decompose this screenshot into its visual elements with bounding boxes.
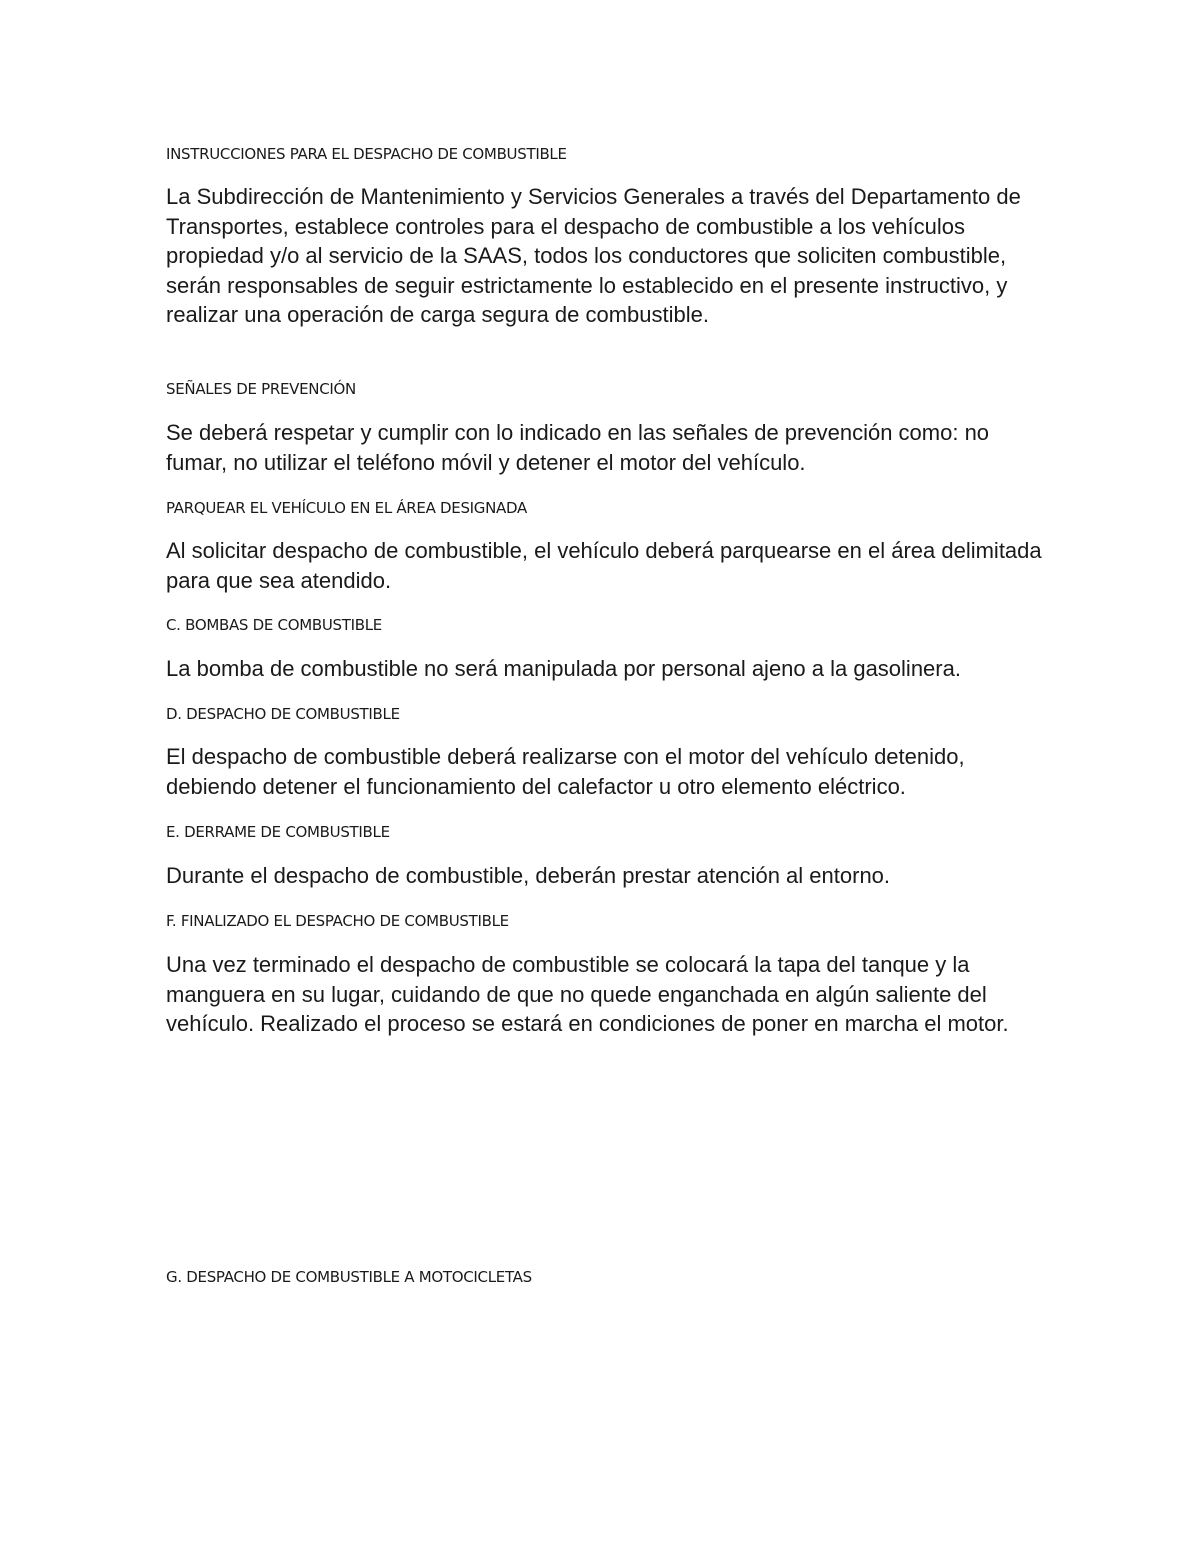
section-heading-senales: SEÑALES DE PREVENCIÓN	[166, 380, 356, 398]
section-body-despacho: El despacho de combustible deberá realizarse con el motor del vehículo detenido, debiendo detener el funcionamiento del calefactor u otro elemento eléctrico.	[166, 744, 965, 799]
document-page	[166, 0, 1046, 1553]
section-heading-bombas: C. BOMBAS DE COMBUSTIBLE	[166, 616, 382, 634]
section-heading-motocicletas: G. DESPACHO DE COMBUSTIBLE A MOTOCICLETAS	[166, 1268, 532, 1286]
section-body-senales: Se deberá respetar y cumplir con lo indicado en las señales de prevención como: no fumar, no utilizar el teléfono móvil y detener el motor del vehículo.	[166, 420, 990, 475]
section-heading-despacho: D. DESPACHO DE COMBUSTIBLE	[166, 705, 400, 723]
section-body-bombas: La bomba de combustible no será manipulada por personal ajeno a la gasolinera.	[166, 656, 961, 681]
document-title: INSTRUCCIONES PARA EL DESPACHO DE COMBUSTIBLE	[166, 145, 567, 163]
section-body-parquear: Al solicitar despacho de combustible, el vehículo deberá parquearse en el área delimitada para que sea atendido.	[166, 538, 1042, 593]
section-heading-parquear: PARQUEAR EL VEHÍCULO EN EL ÁREA DESIGNADA	[166, 499, 527, 517]
intro-paragraph: La Subdirección de Mantenimiento y Servicios Generales a través del Departamento de Transportes, establece controles para el despacho de combustible a los vehículos propiedad y/o al servicio de la SAAS, todos los conductores que soliciten combustible, serán responsables de seguir estrictamente lo establecido en el presente instructivo, y realizar una operación de carga segura de combustible.	[166, 184, 1021, 327]
section-body-derrame: Durante el despacho de combustible, deberán prestar atención al entorno.	[166, 863, 891, 888]
section-heading-finalizado: F. FINALIZADO EL DESPACHO DE COMBUSTIBLE	[166, 912, 509, 930]
section-heading-derrame: E. DERRAME DE COMBUSTIBLE	[166, 823, 390, 841]
section-body-finalizado: Una vez terminado el despacho de combustible se colocará la tapa del tanque y la manguera en su lugar, cuidando de que no quede enganchada en algún saliente del vehículo. Realizado el proceso se estará en condiciones de poner en marcha el motor.	[166, 952, 1009, 1036]
